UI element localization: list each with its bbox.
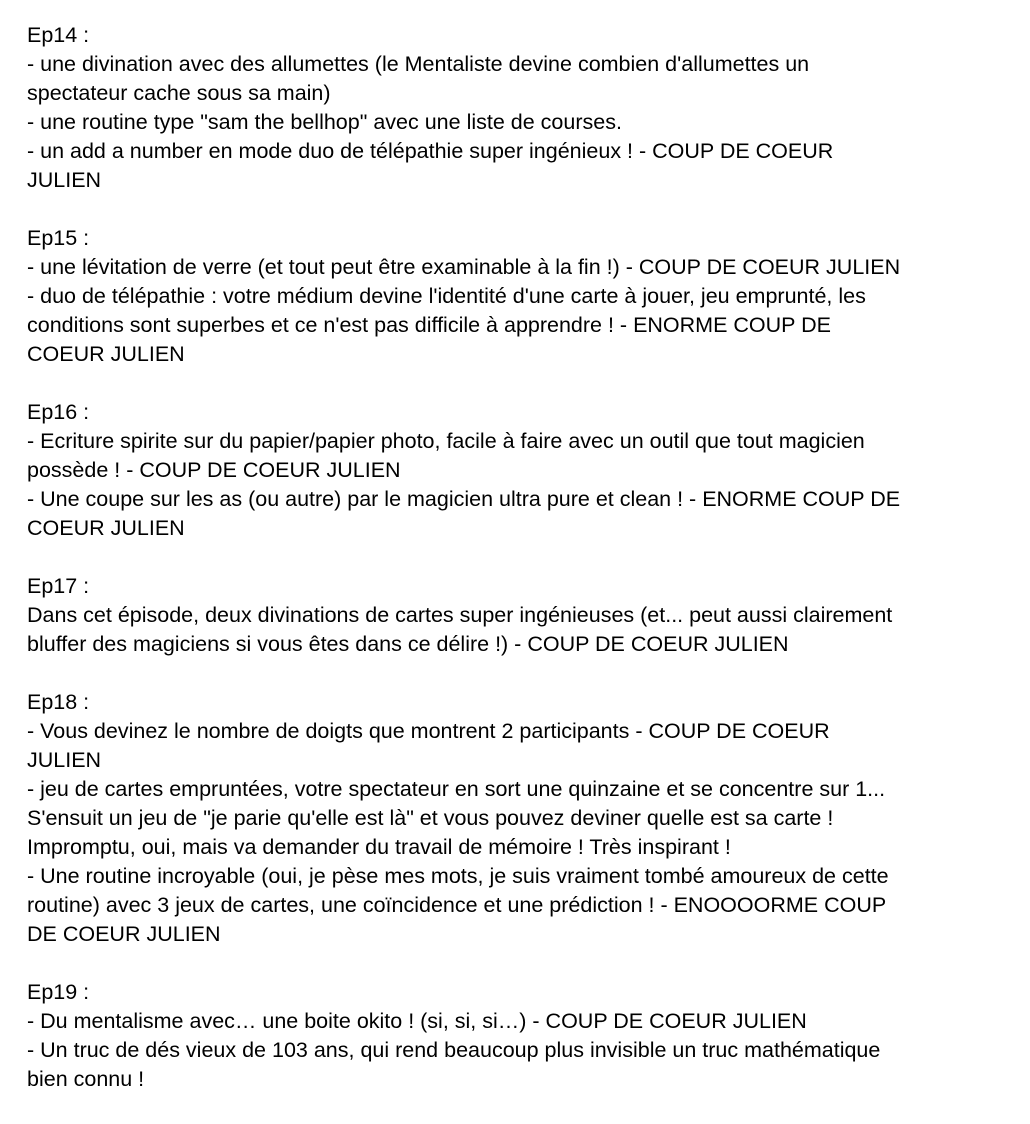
episode-title: Ep18 :: [27, 690, 90, 714]
episode-18: [27, 688, 1017, 949]
episode-item: - jeu de cartes empruntées, votre spectateur en sort une quinzaine et se concentre sur 1... S'ensuit un jeu de "je parie qu'elle est là" et vous pouvez deviner quelle est sa carte ! Impromptu, oui, mais va demander du travail de mémoire ! Très inspirant !: [27, 777, 886, 859]
episode-item: - une routine type "sam the bellhop" avec une liste de courses.: [27, 110, 622, 134]
episode-item: Dans cet épisode, deux divinations de cartes super ingénieuses (et... peut aussi clairement bluffer des magiciens si vous êtes dans ce délire !) - COUP DE COEUR JULIEN: [27, 603, 893, 656]
episode-title: Ep15 :: [27, 226, 90, 250]
episode-item: - un add a number en mode duo de télépathie super ingénieux ! - COUP DE COEUR JULIEN: [27, 139, 834, 192]
episode-17: [27, 572, 1017, 659]
episode-item: - Vous devinez le nombre de doigts que montrent 2 participants - COUP DE COEUR JULIEN: [27, 719, 830, 772]
episode-16: [27, 398, 1017, 543]
episode-19: [27, 978, 1017, 1094]
episode-item: - Un truc de dés vieux de 103 ans, qui rend beaucoup plus invisible un truc mathématique bien connu !: [27, 1038, 881, 1091]
episode-14: [27, 21, 1017, 195]
episode-item: - Ecriture spirite sur du papier/papier photo, facile à faire avec un outil que tout magicien possède ! - COUP DE COEUR JULIEN: [27, 429, 865, 482]
episode-title: Ep17 :: [27, 574, 90, 598]
episode-title: Ep16 :: [27, 400, 90, 424]
episode-item: - une lévitation de verre (et tout peut être examinable à la fin !) - COUP DE COEUR JULIEN: [27, 255, 901, 279]
episode-item: - Une coupe sur les as (ou autre) par le magicien ultra pure et clean ! - ENORME COUP DE COEUR JULIEN: [27, 487, 901, 540]
episode-item: - Une routine incroyable (oui, je pèse mes mots, je suis vraiment tombé amoureux de cette routine) avec 3 jeux de cartes, une coïncidence et une prédiction ! - ENOOOORME COUP DE COEUR JULIEN: [27, 864, 889, 946]
episode-15: [27, 224, 1017, 369]
document-body: [27, 21, 1017, 1123]
episode-item: - une divination avec des allumettes (le Mentaliste devine combien d'allumettes un spectateur cache sous sa main): [27, 52, 810, 105]
episode-item: - duo de télépathie : votre médium devine l'identité d'une carte à jouer, jeu emprunté, les conditions sont superbes et ce n'est pas difficile à apprendre ! - ENORME COUP DE COEUR JULIEN: [27, 284, 866, 366]
episode-item: - Du mentalisme avec… une boite okito ! (si, si, si…) - COUP DE COEUR JULIEN: [27, 1009, 807, 1033]
episode-title: Ep19 :: [27, 980, 90, 1004]
episode-title: Ep14 :: [27, 23, 90, 47]
